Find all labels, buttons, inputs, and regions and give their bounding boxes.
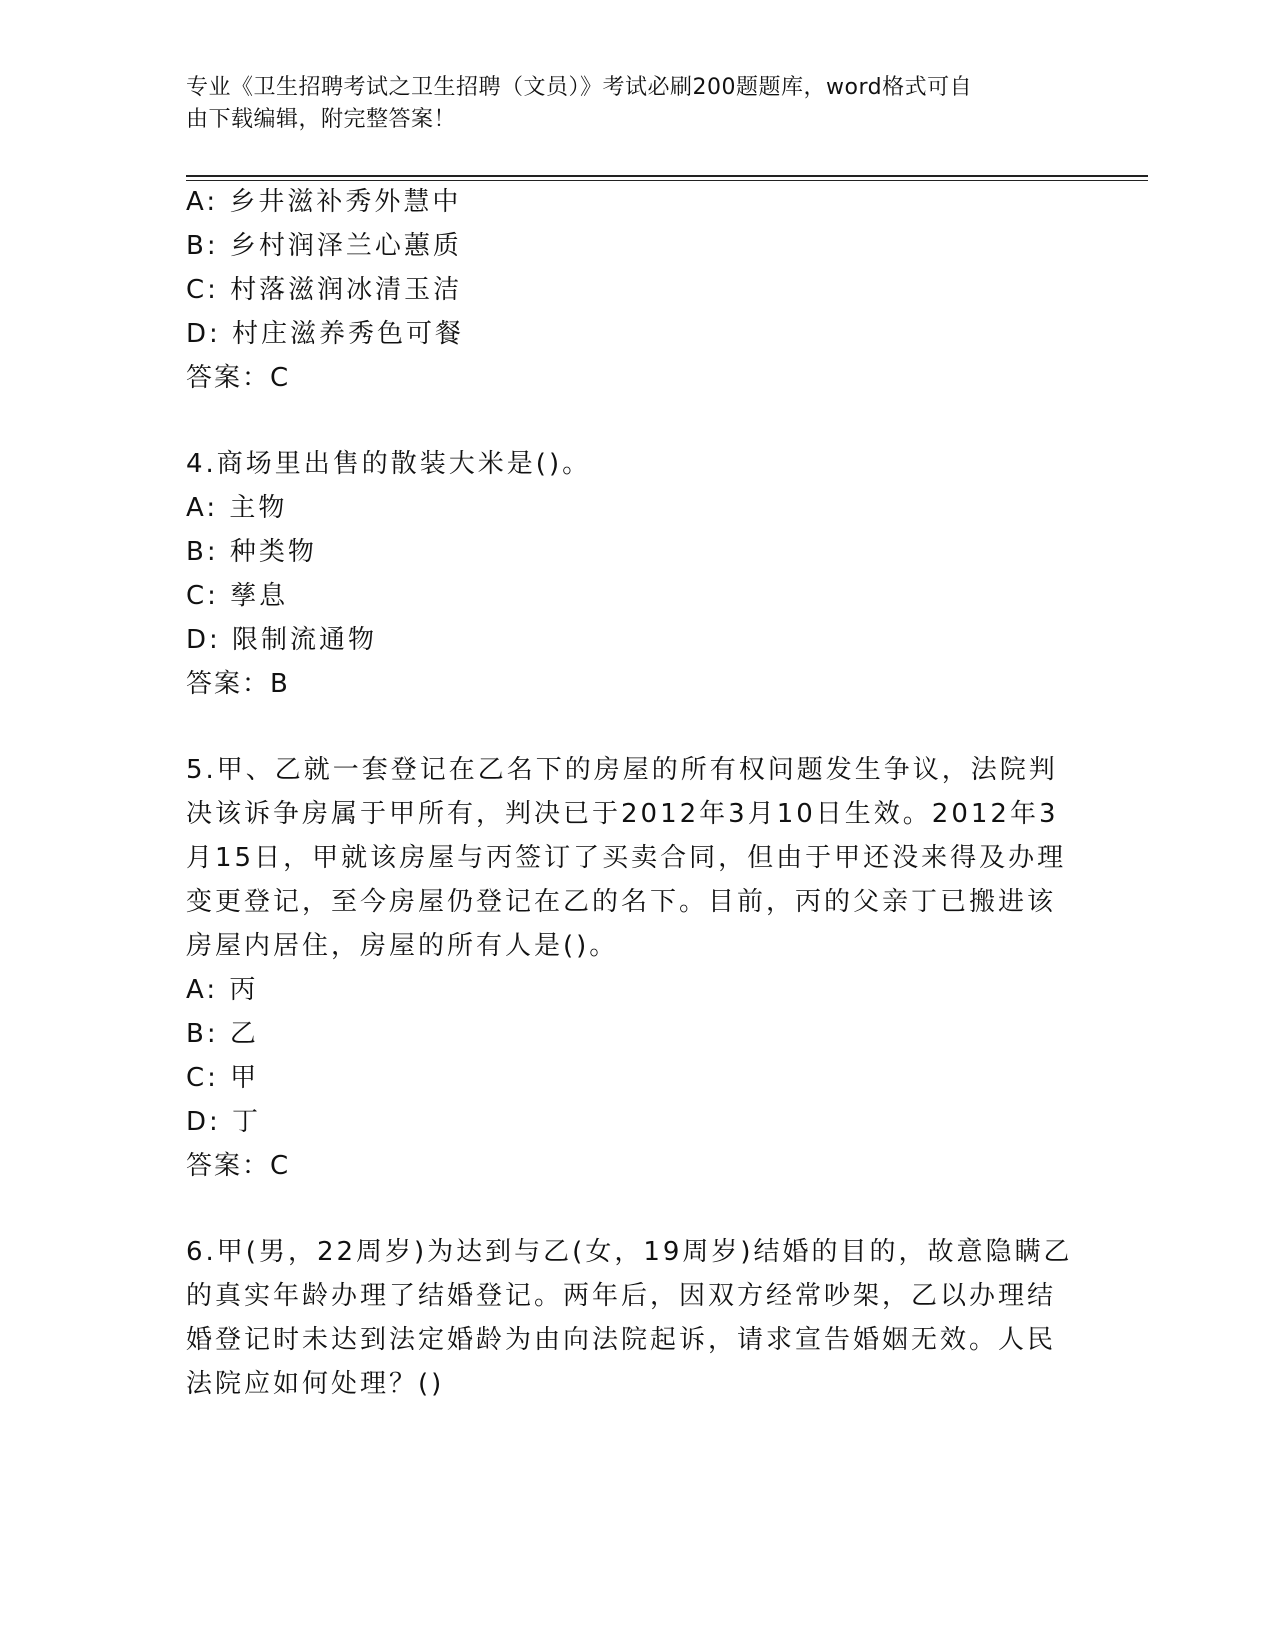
q5-answer: 答案：C <box>186 1151 291 1181</box>
header-line-2: 由下载编辑，附完整答案！ <box>186 107 457 132</box>
q5-stem-line-4: 变更登记，至今房屋仍登记在乙的名下。目前，丙的父亲丁已搬进该 <box>186 887 1057 917</box>
q6-stem-line-4: 法院应如何处理？() <box>186 1369 445 1399</box>
q5-stem-line-3: 月15日，甲就该房屋与丙签订了买卖合同，但由于甲还没来得及办理 <box>186 843 1067 873</box>
header-divider <box>186 175 1148 177</box>
q6-stem-line-3: 婚登记时未达到法定婚龄为由向法院起诉，请求宣告婚姻无效。人民 <box>186 1325 1057 1355</box>
q6-stem-line-2: 的真实年龄办理了结婚登记。两年后，因双方经常吵架，乙以办理结 <box>186 1281 1057 1311</box>
q5-stem-line-2: 决该诉争房属于甲所有，判决已于2012年3月10日生效。2012年3 <box>186 799 1059 829</box>
q6-stem-line-1: 6.甲(男，22周岁)为达到与乙(女，19周岁)结婚的目的，故意隐瞒乙 <box>186 1237 1073 1267</box>
q3-option-b: B: 乡村润泽兰心蕙质 <box>186 231 462 261</box>
page-header <box>186 72 1066 136</box>
q4-option-a: A: 主物 <box>186 493 288 523</box>
q4-option-b: B: 种类物 <box>186 537 317 567</box>
q5-stem-line-1: 5.甲、乙就一套登记在乙名下的房屋的所有权问题发生争议，法院判 <box>186 755 1058 785</box>
q5-option-d: D: 丁 <box>186 1107 262 1137</box>
q5-stem-line-5: 房屋内居住，房屋的所有人是()。 <box>186 931 619 961</box>
q4-option-d: D: 限制流通物 <box>186 625 378 655</box>
q5-option-a: A: 丙 <box>186 975 259 1005</box>
q3-option-a: A: 乡井滋补秀外慧中 <box>186 187 462 217</box>
q3-option-d: D: 村庄滋养秀色可餐 <box>186 319 465 349</box>
q5-option-c: C: 甲 <box>186 1063 260 1093</box>
q5-option-b: B: 乙 <box>186 1019 259 1049</box>
q4-stem: 4.商场里出售的散装大米是()。 <box>186 449 592 479</box>
q4-option-c: C: 孳息 <box>186 581 289 611</box>
q3-answer: 答案：C <box>186 363 291 393</box>
q4-answer: 答案：B <box>186 669 290 699</box>
q3-option-c: C: 村落滋润冰清玉洁 <box>186 275 463 305</box>
header-line-1: 专业《卫生招聘考试之卫生招聘（文员）》考试必刷200题题库，word格式可自 <box>186 75 973 100</box>
